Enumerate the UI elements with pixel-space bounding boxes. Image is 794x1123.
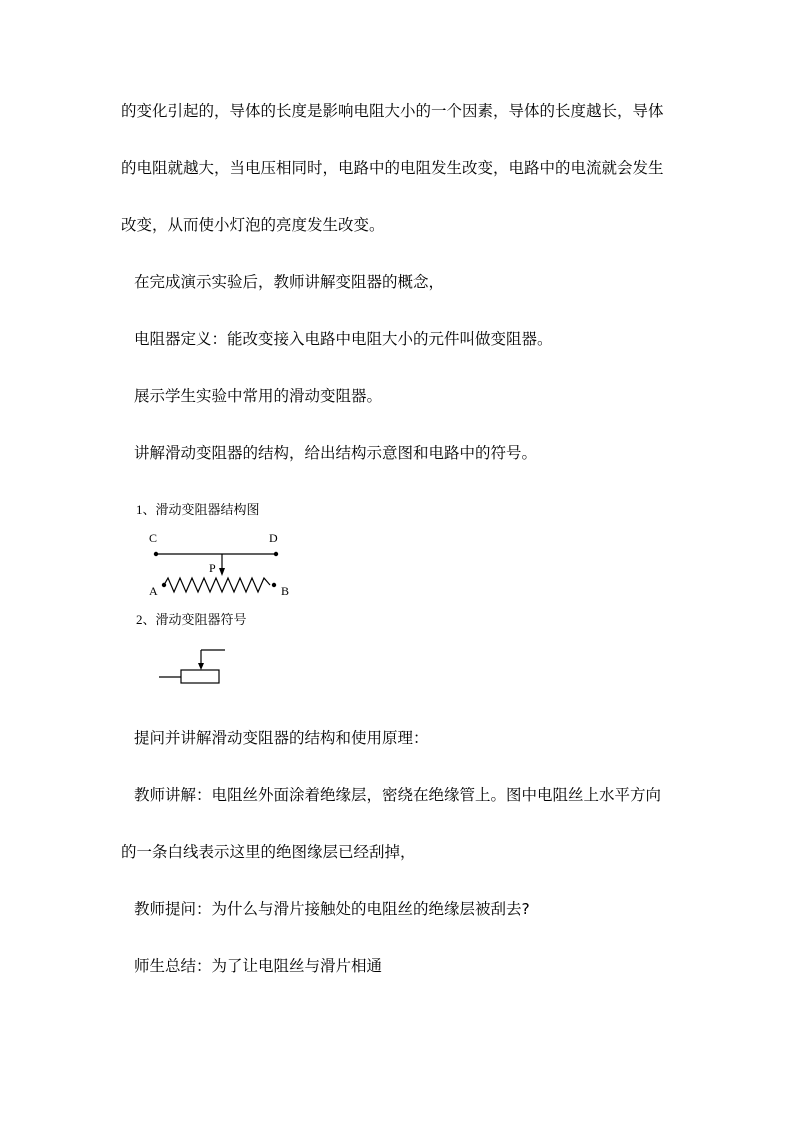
paragraph-line: 提问并讲解滑动变阻器的结构和使用原理： <box>134 729 429 747</box>
paragraph-line: 的电阻就越大，当电压相同时，电路中的电阻发生改变，电路中的电流就会发生 <box>121 159 664 177</box>
paragraph-line: 展示学生实验中常用的滑动变阻器。 <box>134 387 383 405</box>
terminal-label-c: C <box>149 531 158 545</box>
rheostat-symbol-drawing <box>155 645 235 690</box>
paragraph-line: 师生总结：为了让电阻丝与滑片相通 <box>134 957 383 975</box>
paragraph-line: 在完成演示实验后，教师讲解变阻器的概念， <box>134 273 445 291</box>
rheostat-structure-drawing <box>140 540 300 600</box>
paragraph-line: 改变，从而使小灯泡的亮度发生改变。 <box>121 216 385 234</box>
terminal-label-a: A <box>149 584 158 598</box>
paragraph-line: 电阻器定义：能改变接入电路中电阻大小的元件叫做变阻器。 <box>134 330 553 348</box>
paragraph-line: 讲解滑动变阻器的结构，给出结构示意图和电路中的符号。 <box>134 444 538 462</box>
terminal-label-b: B <box>281 584 290 598</box>
paragraph-line: 教师讲解：电阻丝外面涂着绝缘层，密绕在绝缘管上。图中电阻丝上水平方向 <box>134 786 662 804</box>
slider-label-p: P <box>209 561 216 575</box>
paragraph-line: 的一条白线表示这里的绝图缘层已经刮掉， <box>121 843 416 861</box>
symbol-diagram-caption: 2、滑动变阻器符号 <box>136 612 247 627</box>
terminal-label-d: D <box>269 531 278 545</box>
structure-diagram-caption: 1、滑动变阻器结构图 <box>136 502 260 517</box>
paragraph-line: 教师提问：为什么与滑片接触处的电阻丝的绝缘层被刮去? <box>134 900 530 918</box>
paragraph-line: 的变化引起的，导体的长度是影响电阻大小的一个因素，导体的长度越长，导体 <box>121 102 664 120</box>
